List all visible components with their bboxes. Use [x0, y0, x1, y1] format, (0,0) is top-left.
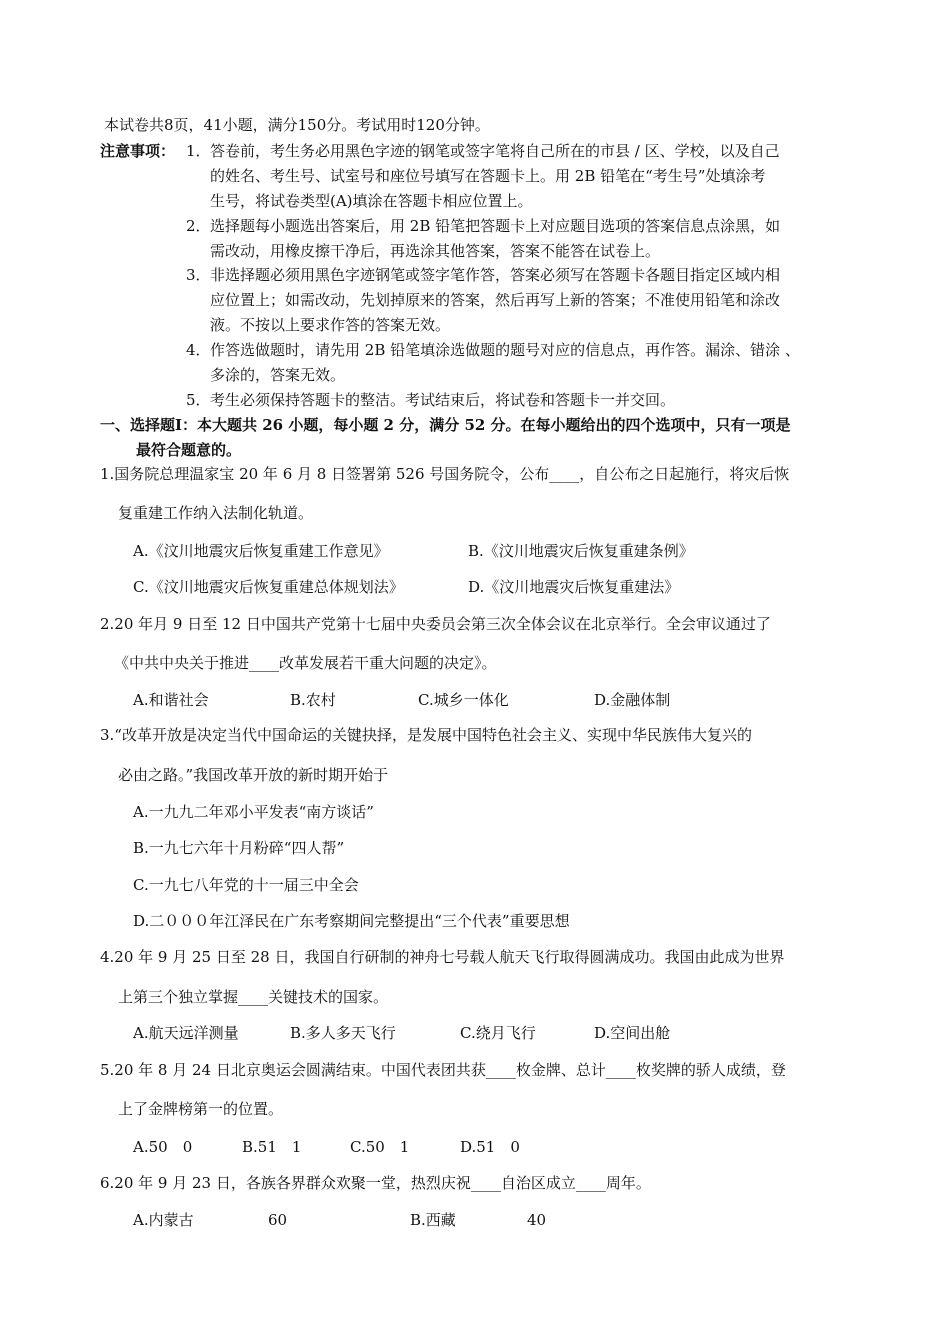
question-stem: 5.20 年 8 月 24 日北京奥运会圆满结束。中国代表团共获____枚金牌、总计____枚奖牌的骄人成绩，登: [100, 1061, 786, 1079]
question-stem-cont: 《中共中央关于推进____改革发展若干重大问题的决定》。: [114, 654, 497, 672]
option-a: A.和谐社会: [133, 691, 209, 709]
notice-item-num: 2．: [186, 217, 211, 235]
option-c: C.50 1: [350, 1138, 410, 1156]
option-a: A.50 0: [133, 1138, 193, 1156]
option-c: C.城乡一体化: [418, 691, 509, 709]
notice-item-line: 考生必须保持答题卡的整洁。考试结束后，将试卷和答题卡一并交回。: [210, 391, 676, 409]
notice-item-line: 应位置上；如需改动，先划掉原来的答案，然后再写上新的答案；不准使用铅笔和涂改: [210, 291, 781, 309]
question-stem: 1.国务院总理温家宝 20 年 6 月 8 日签署第 526 号国务院令，公布____，自公布之日起施行，将灾后恢: [100, 465, 790, 483]
option-b: B.西藏: [410, 1211, 456, 1229]
option-c: C.《汶川地震灾后恢复重建总体规划法》: [133, 578, 404, 596]
option-c: C.一九七八年党的十一届三中全会: [133, 876, 359, 894]
option-b: B.一九七六年十月粉碎“四人帮”: [133, 839, 345, 857]
option-d: D.金融体制: [594, 691, 671, 709]
question-stem-cont: 上第三个独立掌握____关键技术的国家。: [118, 988, 389, 1006]
option-b: B.《汶川地震灾后恢复重建条例》: [468, 542, 694, 560]
exam-intro: 本试卷共8页，41小题，满分150分。考试用时120分钟。: [104, 116, 490, 134]
notice-item-num: 5．: [186, 391, 211, 409]
question-stem-cont: 复重建工作纳入法制化轨道。: [118, 504, 314, 522]
option-a: A.一九九二年邓小平发表“南方谈话”: [133, 803, 374, 821]
notice-item-num: 3．: [186, 266, 211, 284]
notice-item-line: 答卷前，考生务必用黑色字迹的钢笔或签字笔将自己所在的市县 / 区、学校，以及自己: [210, 142, 780, 160]
option-d: D.二０００年江泽民在广东考察期间完整提出“三个代表”重要思想: [133, 912, 570, 930]
option-a: A.内蒙古: [133, 1211, 194, 1229]
question-stem: 2.20 年月 9 日至 12 日中国共产党第十七届中央委员会第三次全体会议在北京举行。全会审议通过了: [100, 615, 771, 633]
section-heading: 一、选择题Ⅰ：本大题共 26 小题，每小题 2 分，满分 52 分。在每小题给出的四个选项中，只有一项是: [100, 416, 791, 434]
notice-item-line: 需改动，用橡皮擦干净后，再选涂其他答案，答案不能答在试卷上。: [210, 242, 661, 260]
question-stem: 6.20 年 9 月 23 日，各族各界群众欢聚一堂，热烈庆祝____自治区成立____周年。: [100, 1174, 651, 1192]
notice-item-line: 的姓名、考生号、试室号和座位号填写在答题卡上。用 2B 铅笔在“考生号”处填涂考: [210, 167, 766, 185]
notice-label: 注意事项：: [100, 142, 176, 160]
option-c: C.绕月飞行: [460, 1024, 536, 1042]
question-stem-cont: 上了金牌榜第一的位置。: [118, 1100, 284, 1118]
section-heading-cont: 最符合题意的。: [136, 441, 242, 459]
notice-item-line: 作答选做题时，请先用 2B 铅笔填涂选做题的题号对应的信息点，再作答。漏涂、错涂 、: [210, 341, 800, 359]
option-d: D.51 0: [460, 1138, 520, 1156]
notice-item-line: 液。不按以上要求作答的答案无效。: [210, 316, 451, 334]
notice-item-line: 选择题每小题选出答案后，用 2B 铅笔把答题卡上对应题目选项的答案信息点涂黑，如: [210, 217, 781, 235]
notice-item-line: 非选择题必须用黑色字迹钢笔或签字笔作答，答案必须写在答题卡各题目指定区域内相: [210, 266, 781, 284]
option-a-value: 60: [268, 1211, 288, 1229]
notice-item-line: 生号，将试卷类型(A)填涂在答题卡相应位置上。: [210, 192, 533, 210]
option-d: D.《汶川地震灾后恢复重建法》: [468, 578, 680, 596]
question-stem: 3.“改革开放是决定当代中国命运的关键抉择，是发展中国特色社会主义、实现中华民族伟大复兴的: [100, 726, 752, 744]
option-b: B.多人多天飞行: [290, 1024, 396, 1042]
option-b-value: 40: [527, 1211, 547, 1229]
option-a: A.《汶川地震灾后恢复重建工作意见》: [133, 542, 389, 560]
option-d: D.空间出舱: [594, 1024, 671, 1042]
option-b: B.农村: [290, 691, 336, 709]
notice-item-num: 1．: [186, 142, 211, 160]
question-stem: 4.20 年 9 月 25 日至 28 日，我国自行研制的神舟七号载人航天飞行取得圆满成功。我国由此成为世界: [100, 948, 785, 966]
question-stem-cont: 必由之路。”我国改革开放的新时期开始于: [118, 766, 389, 784]
option-a: A.航天远洋测量: [133, 1024, 239, 1042]
notice-item-num: 4．: [186, 341, 211, 359]
notice-item-line: 多涂的，答案无效。: [210, 366, 346, 384]
option-b: B.51 1: [242, 1138, 302, 1156]
